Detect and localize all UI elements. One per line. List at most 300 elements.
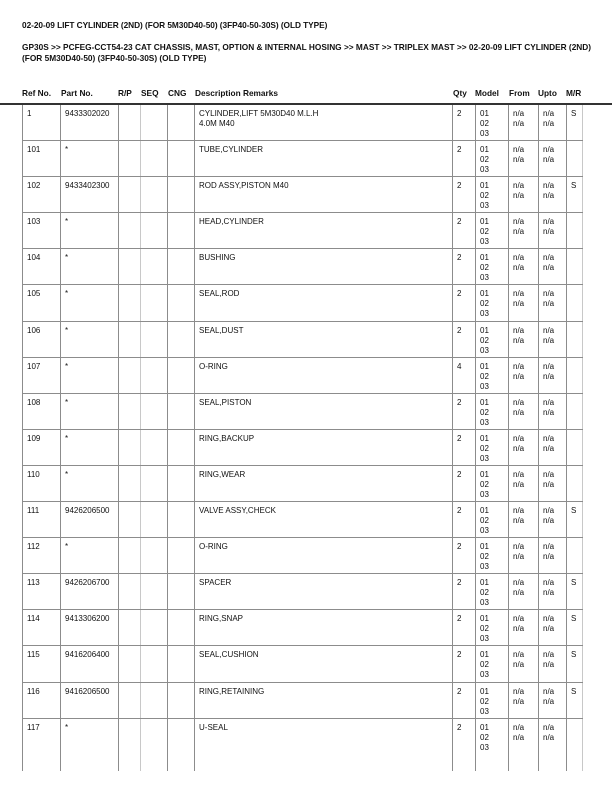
cng-cell xyxy=(167,358,194,393)
model-line: 02 xyxy=(480,479,489,489)
model-line: 01 xyxy=(480,722,489,732)
model-line: 03 xyxy=(480,165,489,175)
qty-cell: 2 xyxy=(452,213,475,248)
from-cell xyxy=(508,249,538,284)
model-cell xyxy=(475,719,508,771)
from-cell xyxy=(508,683,538,718)
from-cell xyxy=(508,646,538,681)
upto-line: n/a xyxy=(543,371,555,381)
from-line: n/a xyxy=(513,443,525,453)
part-no-cell: * xyxy=(60,538,118,573)
from-line: n/a xyxy=(513,469,525,479)
upto-cell xyxy=(538,538,566,573)
rp-cell xyxy=(118,683,140,718)
model-line: 03 xyxy=(480,489,489,499)
upto-cell xyxy=(538,213,566,248)
model-cell xyxy=(475,574,508,609)
cng-cell xyxy=(167,213,194,248)
ref-no-cell: 104 xyxy=(22,249,60,284)
cng-cell xyxy=(167,322,194,357)
table-row xyxy=(22,249,583,285)
page-title: 02-20-09 LIFT CYLINDER (2ND) (FOR 5M30D40-50) (3FP40-50-30S) (OLD TYPE) xyxy=(22,20,328,30)
upto-cell xyxy=(538,430,566,465)
model-cell xyxy=(475,141,508,176)
table-row xyxy=(22,719,583,771)
part-no-cell: * xyxy=(60,285,118,320)
rp-cell xyxy=(118,285,140,320)
upto-cell xyxy=(538,610,566,645)
upto-cell xyxy=(538,285,566,320)
rp-cell xyxy=(118,322,140,357)
model-line: 01 xyxy=(480,109,489,118)
model-line: 02 xyxy=(480,660,489,670)
ref-no-cell: 107 xyxy=(22,358,60,393)
rp-cell xyxy=(118,610,140,645)
cng-cell xyxy=(167,466,194,501)
mr-cell xyxy=(566,322,583,357)
model-line: 01 xyxy=(480,469,489,479)
upto-cell xyxy=(538,502,566,537)
mr-cell xyxy=(566,430,583,465)
from-line: n/a xyxy=(513,289,525,299)
from-line: n/a xyxy=(513,181,525,191)
breadcrumb: GP30S >> PCFEG-CCT54-23 CAT CHASSIS, MAST, OPTION & INTERNAL HOSING >> MAST >> TRIPLEX MAST >> 02-20-09 LIFT CYLINDER (2ND) (FOR 5M30D40-50) (3FP40-50-30S) (OLD TYPE) xyxy=(22,42,592,63)
ref-no-cell: 109 xyxy=(22,430,60,465)
upto-line: n/a xyxy=(543,109,555,118)
from-line: n/a xyxy=(513,506,525,516)
model-line: 03 xyxy=(480,670,489,680)
from-line: n/a xyxy=(513,263,525,273)
cng-cell xyxy=(167,177,194,212)
upto-line: n/a xyxy=(543,299,555,309)
part-no-cell: * xyxy=(60,719,118,771)
from-line: n/a xyxy=(513,361,525,371)
part-no-cell: * xyxy=(60,466,118,501)
model-cell xyxy=(475,322,508,357)
mr-cell xyxy=(566,466,583,501)
cng-cell xyxy=(167,285,194,320)
seq-cell xyxy=(140,538,167,573)
ref-no-cell: 117 xyxy=(22,719,60,771)
ref-no-cell: 101 xyxy=(22,141,60,176)
table-row xyxy=(22,358,583,394)
seq-cell xyxy=(140,213,167,248)
cng-cell xyxy=(167,610,194,645)
cng-cell xyxy=(167,394,194,429)
description-cell: RING,RETAINING xyxy=(194,683,452,718)
cng-cell xyxy=(167,430,194,465)
part-no-cell: 9426206700 xyxy=(60,574,118,609)
table-row xyxy=(22,394,583,430)
model-line: 02 xyxy=(480,516,489,526)
model-line: 03 xyxy=(480,634,489,644)
model-cell xyxy=(475,105,508,140)
qty-cell: 2 xyxy=(452,466,475,501)
part-no-cell: * xyxy=(60,249,118,284)
seq-cell xyxy=(140,285,167,320)
mr-cell xyxy=(566,538,583,573)
model-line: 01 xyxy=(480,325,489,335)
header-rp: R/P xyxy=(118,88,132,98)
description-cell: O-RING xyxy=(194,538,452,573)
qty-cell: 2 xyxy=(452,249,475,284)
part-no-cell: * xyxy=(60,394,118,429)
part-no-cell: * xyxy=(60,358,118,393)
description-cell: VALVE ASSY,CHECK xyxy=(194,502,452,537)
upto-line: n/a xyxy=(543,191,555,201)
model-line: 02 xyxy=(480,696,489,706)
mr-cell xyxy=(566,249,583,284)
from-line: n/a xyxy=(513,155,525,165)
seq-cell xyxy=(140,141,167,176)
model-line: 03 xyxy=(480,381,489,391)
upto-line: n/a xyxy=(543,407,555,417)
description-cell: RING,BACKUP xyxy=(194,430,452,465)
model-cell xyxy=(475,249,508,284)
model-cell xyxy=(475,502,508,537)
rp-cell xyxy=(118,430,140,465)
model-line: 01 xyxy=(480,506,489,516)
model-line: 01 xyxy=(480,433,489,443)
header-model: Model xyxy=(475,88,499,98)
part-no-cell: 9416206400 xyxy=(60,646,118,681)
table-row xyxy=(22,105,583,141)
header-ref-no: Ref No. xyxy=(22,88,52,98)
mr-cell xyxy=(566,141,583,176)
table-row xyxy=(22,322,583,358)
table-row xyxy=(22,610,583,646)
from-line: n/a xyxy=(513,109,525,118)
from-line: n/a xyxy=(513,552,525,562)
model-line: 03 xyxy=(480,309,489,319)
model-line: 03 xyxy=(480,129,489,138)
model-line: 01 xyxy=(480,614,489,624)
rp-cell xyxy=(118,358,140,393)
cng-cell xyxy=(167,502,194,537)
ref-no-cell: 112 xyxy=(22,538,60,573)
model-line: 02 xyxy=(480,588,489,598)
upto-line: n/a xyxy=(543,650,555,660)
cng-cell xyxy=(167,719,194,771)
description-cell: SEAL,DUST xyxy=(194,322,452,357)
model-line: 01 xyxy=(480,145,489,155)
upto-cell xyxy=(538,249,566,284)
description-cell: SPACER xyxy=(194,574,452,609)
table-row xyxy=(22,574,583,610)
from-line: n/a xyxy=(513,407,525,417)
from-line: n/a xyxy=(513,119,525,128)
cng-cell xyxy=(167,105,194,140)
upto-cell xyxy=(538,719,566,771)
qty-cell: 2 xyxy=(452,719,475,771)
description-cell: BUSHING xyxy=(194,249,452,284)
qty-cell: 4 xyxy=(452,358,475,393)
from-line: n/a xyxy=(513,299,525,309)
description-cell: CYLINDER,LIFT 5M30D40 M.L.H 4.0M M40 xyxy=(194,105,452,140)
table-row xyxy=(22,141,583,177)
model-cell xyxy=(475,394,508,429)
model-line: 01 xyxy=(480,578,489,588)
from-cell xyxy=(508,574,538,609)
from-line: n/a xyxy=(513,335,525,345)
upto-cell xyxy=(538,322,566,357)
from-line: n/a xyxy=(513,588,525,598)
header-qty: Qty xyxy=(453,88,467,98)
part-no-cell: 9433302020 xyxy=(60,105,118,140)
upto-line: n/a xyxy=(543,516,555,526)
from-line: n/a xyxy=(513,516,525,526)
model-line: 03 xyxy=(480,742,489,752)
table-row xyxy=(22,430,583,466)
header-part-no: Part No. xyxy=(61,88,93,98)
rp-cell xyxy=(118,466,140,501)
model-cell xyxy=(475,358,508,393)
from-line: n/a xyxy=(513,650,525,660)
model-line: 02 xyxy=(480,624,489,634)
upto-line: n/a xyxy=(543,588,555,598)
model-cell xyxy=(475,177,508,212)
description-cell: O-RING xyxy=(194,358,452,393)
from-cell xyxy=(508,502,538,537)
mr-cell: S xyxy=(566,502,583,537)
upto-cell xyxy=(538,683,566,718)
description-cell: RING,SNAP xyxy=(194,610,452,645)
model-line: 03 xyxy=(480,201,489,211)
table-row xyxy=(22,538,583,574)
seq-cell xyxy=(140,683,167,718)
description-cell: TUBE,CYLINDER xyxy=(194,141,452,176)
table-row xyxy=(22,466,583,502)
qty-cell: 2 xyxy=(452,322,475,357)
part-no-cell: 9433402300 xyxy=(60,177,118,212)
mr-cell: S xyxy=(566,177,583,212)
qty-cell: 2 xyxy=(452,177,475,212)
seq-cell xyxy=(140,466,167,501)
description-cell: ROD ASSY,PISTON M40 xyxy=(194,177,452,212)
mr-cell xyxy=(566,394,583,429)
seq-cell xyxy=(140,177,167,212)
header-description: Description Remarks xyxy=(195,88,279,98)
from-cell xyxy=(508,538,538,573)
ref-no-cell: 115 xyxy=(22,646,60,681)
from-cell xyxy=(508,430,538,465)
model-line: 02 xyxy=(480,371,489,381)
from-cell xyxy=(508,105,538,140)
seq-cell xyxy=(140,249,167,284)
upto-line: n/a xyxy=(543,145,555,155)
upto-line: n/a xyxy=(543,542,555,552)
upto-line: n/a xyxy=(543,722,555,732)
rp-cell xyxy=(118,394,140,429)
mr-cell xyxy=(566,719,583,771)
from-line: n/a xyxy=(513,397,525,407)
model-cell xyxy=(475,430,508,465)
parts-table xyxy=(22,105,583,771)
cng-cell xyxy=(167,574,194,609)
header-cng: CNG xyxy=(168,88,187,98)
seq-cell xyxy=(140,430,167,465)
model-line: 02 xyxy=(480,443,489,453)
upto-line: n/a xyxy=(543,443,555,453)
upto-line: n/a xyxy=(543,506,555,516)
qty-cell: 2 xyxy=(452,285,475,320)
from-line: n/a xyxy=(513,479,525,489)
seq-cell xyxy=(140,502,167,537)
from-line: n/a xyxy=(513,732,525,742)
model-line: 03 xyxy=(480,526,489,536)
from-cell xyxy=(508,322,538,357)
description-cell: HEAD,CYLINDER xyxy=(194,213,452,248)
model-line: 01 xyxy=(480,181,489,191)
mr-cell: S xyxy=(566,610,583,645)
upto-line: n/a xyxy=(543,253,555,263)
from-line: n/a xyxy=(513,371,525,381)
seq-cell xyxy=(140,574,167,609)
seq-cell xyxy=(140,358,167,393)
model-line: 02 xyxy=(480,299,489,309)
description-cell: U-SEAL xyxy=(194,719,452,771)
rp-cell xyxy=(118,213,140,248)
cng-cell xyxy=(167,538,194,573)
description-cell: SEAL,ROD xyxy=(194,285,452,320)
model-line: 03 xyxy=(480,562,489,572)
part-no-cell: * xyxy=(60,141,118,176)
qty-cell: 2 xyxy=(452,610,475,645)
from-cell xyxy=(508,358,538,393)
upto-line: n/a xyxy=(543,227,555,237)
header-mr: M/R xyxy=(566,88,582,98)
qty-cell: 2 xyxy=(452,105,475,140)
ref-no-cell: 110 xyxy=(22,466,60,501)
upto-line: n/a xyxy=(543,660,555,670)
model-line: 02 xyxy=(480,227,489,237)
ref-no-cell: 106 xyxy=(22,322,60,357)
qty-cell: 2 xyxy=(452,394,475,429)
upto-line: n/a xyxy=(543,614,555,624)
from-cell xyxy=(508,213,538,248)
rp-cell xyxy=(118,538,140,573)
from-line: n/a xyxy=(513,227,525,237)
model-line: 03 xyxy=(480,598,489,608)
description-cell: SEAL,PISTON xyxy=(194,394,452,429)
upto-line: n/a xyxy=(543,325,555,335)
rp-cell xyxy=(118,502,140,537)
table-row xyxy=(22,177,583,213)
rp-cell xyxy=(118,249,140,284)
from-cell xyxy=(508,141,538,176)
part-no-cell: 9426206500 xyxy=(60,502,118,537)
model-line: 01 xyxy=(480,289,489,299)
from-cell xyxy=(508,394,538,429)
ref-no-cell: 114 xyxy=(22,610,60,645)
ref-no-cell: 108 xyxy=(22,394,60,429)
qty-cell: 2 xyxy=(452,141,475,176)
upto-line: n/a xyxy=(543,217,555,227)
qty-cell: 2 xyxy=(452,683,475,718)
mr-cell: S xyxy=(566,646,583,681)
header-seq: SEQ xyxy=(141,88,159,98)
model-line: 02 xyxy=(480,732,489,742)
upto-cell xyxy=(538,646,566,681)
qty-cell: 2 xyxy=(452,574,475,609)
from-line: n/a xyxy=(513,191,525,201)
mr-cell xyxy=(566,213,583,248)
from-cell xyxy=(508,177,538,212)
model-line: 01 xyxy=(480,253,489,263)
ref-no-cell: 111 xyxy=(22,502,60,537)
mr-cell xyxy=(566,285,583,320)
table-row xyxy=(22,646,583,682)
from-line: n/a xyxy=(513,696,525,706)
description-cell: SEAL,CUSHION xyxy=(194,646,452,681)
model-line: 01 xyxy=(480,686,489,696)
rp-cell xyxy=(118,105,140,140)
table-row xyxy=(22,502,583,538)
part-no-cell: 9413306200 xyxy=(60,610,118,645)
from-line: n/a xyxy=(513,660,525,670)
from-cell xyxy=(508,719,538,771)
from-line: n/a xyxy=(513,722,525,732)
cng-cell xyxy=(167,249,194,284)
model-line: 01 xyxy=(480,542,489,552)
model-cell xyxy=(475,466,508,501)
seq-cell xyxy=(140,610,167,645)
part-no-cell: * xyxy=(60,322,118,357)
model-cell xyxy=(475,683,508,718)
upto-cell xyxy=(538,141,566,176)
model-cell xyxy=(475,285,508,320)
from-line: n/a xyxy=(513,542,525,552)
model-line: 02 xyxy=(480,155,489,165)
mr-cell xyxy=(566,358,583,393)
model-cell xyxy=(475,646,508,681)
seq-cell xyxy=(140,322,167,357)
from-line: n/a xyxy=(513,686,525,696)
rp-cell xyxy=(118,177,140,212)
model-cell xyxy=(475,610,508,645)
rp-cell xyxy=(118,646,140,681)
upto-cell xyxy=(538,394,566,429)
upto-cell xyxy=(538,105,566,140)
qty-cell: 2 xyxy=(452,538,475,573)
rp-cell xyxy=(118,574,140,609)
qty-cell: 2 xyxy=(452,646,475,681)
model-line: 03 xyxy=(480,453,489,463)
model-line: 03 xyxy=(480,417,489,427)
table-row xyxy=(22,285,583,321)
from-line: n/a xyxy=(513,325,525,335)
seq-cell xyxy=(140,394,167,429)
model-line: 01 xyxy=(480,650,489,660)
ref-no-cell: 116 xyxy=(22,683,60,718)
model-line: 02 xyxy=(480,335,489,345)
table-row xyxy=(22,683,583,719)
model-line: 02 xyxy=(480,263,489,273)
part-no-cell: * xyxy=(60,430,118,465)
from-line: n/a xyxy=(513,433,525,443)
upto-line: n/a xyxy=(543,578,555,588)
upto-line: n/a xyxy=(543,335,555,345)
from-line: n/a xyxy=(513,614,525,624)
upto-line: n/a xyxy=(543,119,555,128)
from-line: n/a xyxy=(513,578,525,588)
upto-line: n/a xyxy=(543,397,555,407)
upto-line: n/a xyxy=(543,732,555,742)
upto-line: n/a xyxy=(543,552,555,562)
upto-cell xyxy=(538,574,566,609)
from-cell xyxy=(508,285,538,320)
mr-cell: S xyxy=(566,105,583,140)
